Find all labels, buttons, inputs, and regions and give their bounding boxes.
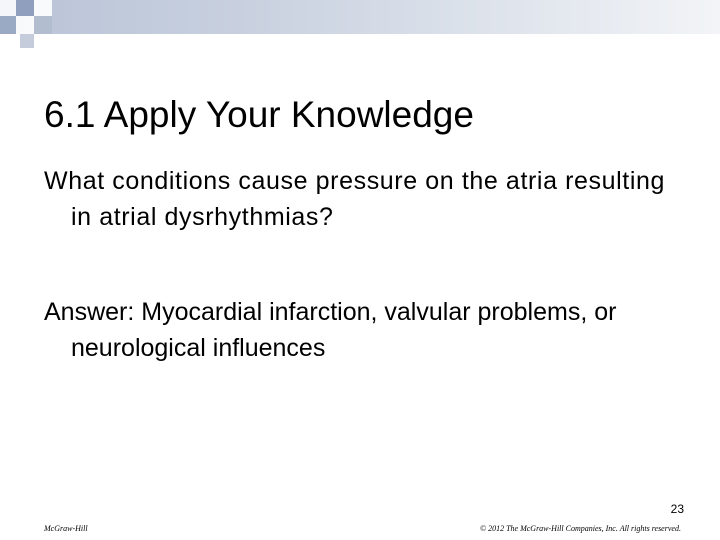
header-decoration-band [0,0,720,34]
decorative-square [16,16,34,34]
decorative-square [0,34,20,48]
slide-title: 6.1 Apply Your Knowledge [44,94,474,135]
decorative-square [34,16,52,34]
footer-publisher: McGraw-Hill [44,524,88,533]
decorative-square [0,16,16,34]
page-number: 23 [670,502,684,516]
decorative-square [16,0,34,16]
footer-copyright: © 2012 The McGraw-Hill Companies, Inc. All rights reserved. [480,524,681,533]
question-text: What conditions cause pressure on the atria resulting in atrial dysrhythmias? [44,167,666,231]
answer-text: Answer: Myocardial infarction, valvular problems, or neurological influences [44,298,617,362]
decorative-square [20,34,34,48]
decorative-square [0,0,16,16]
decorative-square [34,0,52,16]
